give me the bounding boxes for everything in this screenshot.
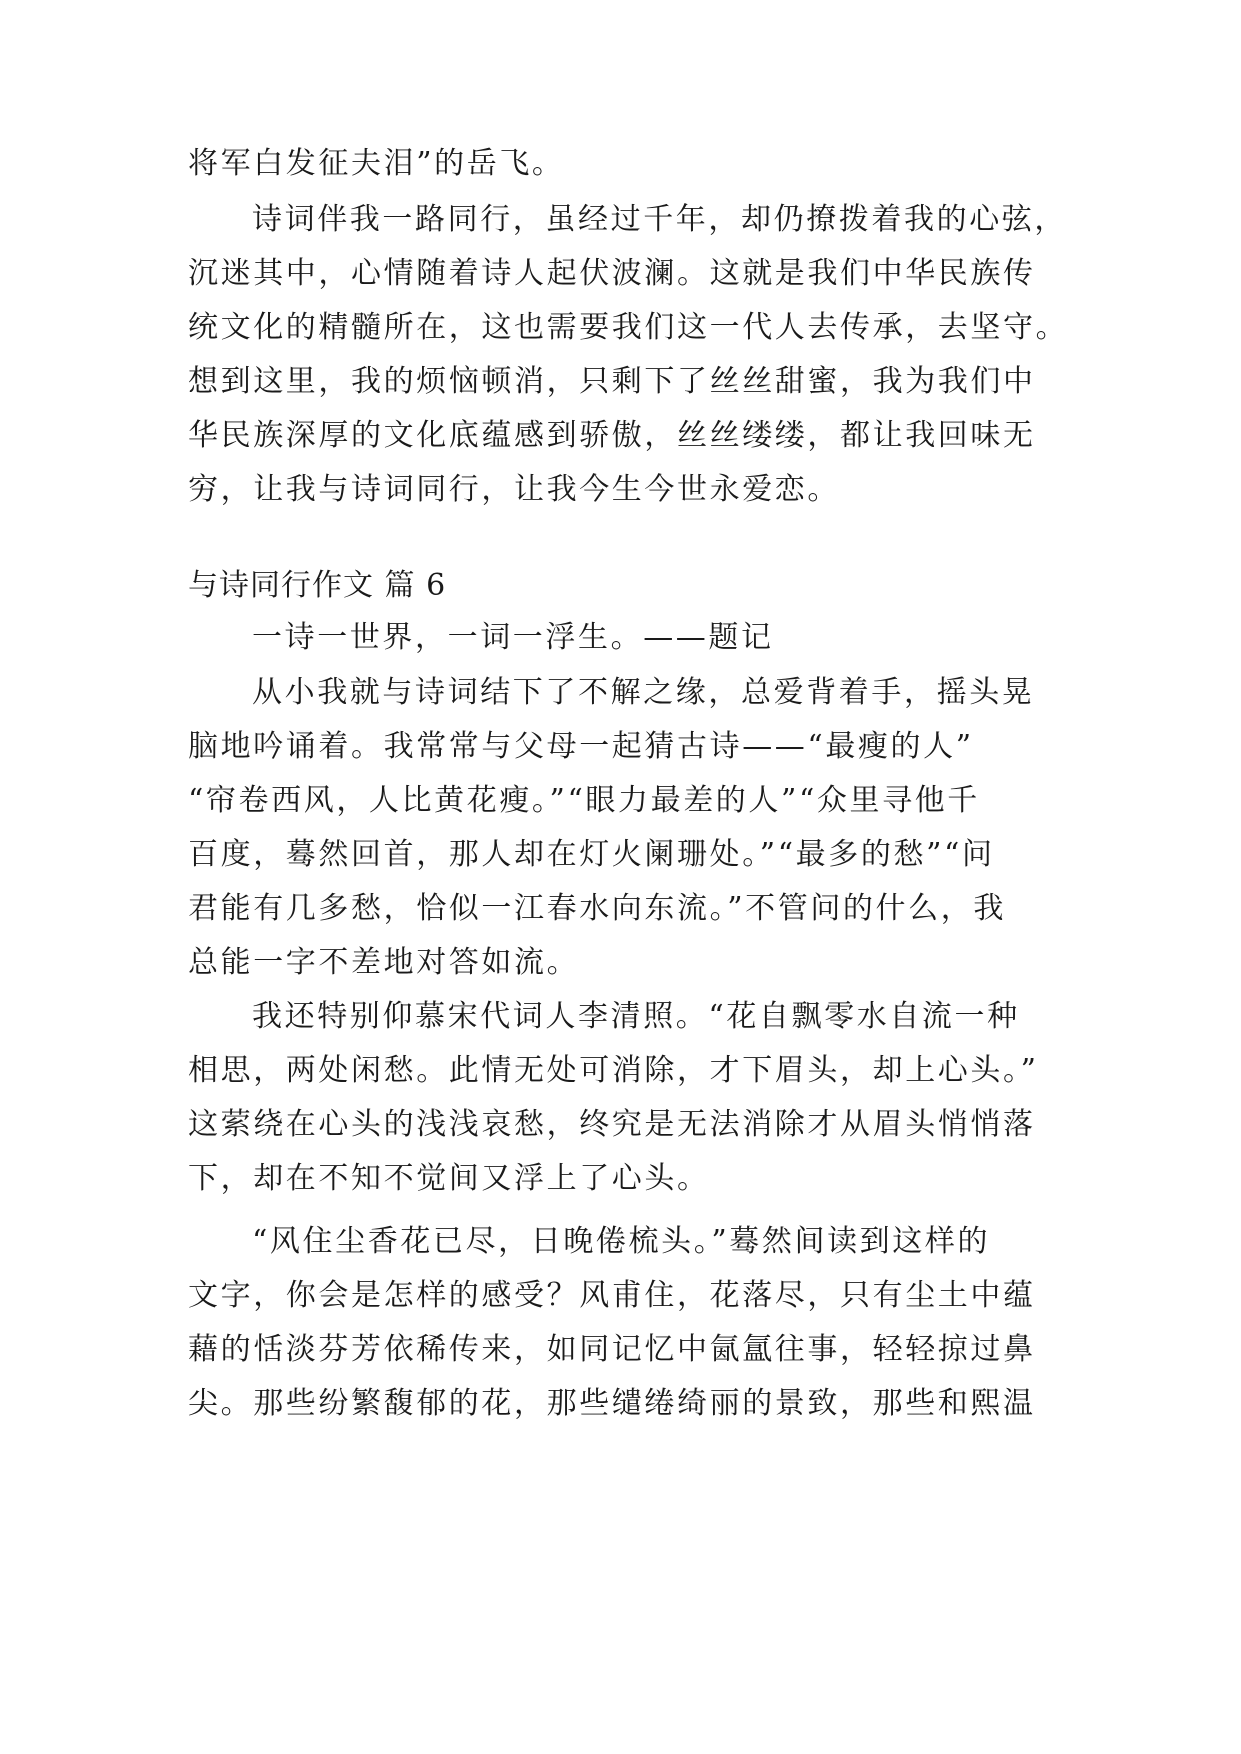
paragraph-line: 这萦绕在心头的浅浅哀愁，终究是无法消除才从眉头悄悄落	[188, 1107, 1036, 1142]
paragraph-line: “帘卷西风，人比黄花瘦。”“眼力最差的人”“众里寻他千	[188, 783, 980, 818]
paragraph-line: 脑地吟诵着。我常常与父母一起猜古诗——“最瘦的人”	[188, 729, 974, 764]
section-heading: 与诗同行作文 篇 6	[188, 568, 447, 603]
epigraph-line: 一诗一世界，一词一浮生。——题记	[252, 620, 774, 655]
paragraph-line: 总能一字不差地对答如流。	[188, 945, 580, 980]
paragraph-line: 将军白发征夫泪”的岳飞。	[188, 146, 565, 181]
paragraph-line: 沉迷其中，心情随着诗人起伏波澜。这就是我们中华民族传	[188, 256, 1036, 291]
paragraph-line: 华民族深厚的文化底蕴感到骄傲，丝丝缕缕，都让我回味无	[188, 418, 1036, 453]
paragraph-line: 统文化的精髓所在，这也需要我们这一代人去传承，去坚守。	[188, 310, 1069, 345]
paragraph-line: 从小我就与诗词结下了不解之缘，总爱背着手，摇头晃	[252, 675, 1035, 710]
paragraph-line: 百度，蓦然回首，那人却在灯火阑珊处。”“最多的愁”“问	[188, 837, 995, 872]
paragraph-line: “风住尘香花已尽，日晚倦梳头。”蓦然间读到这样的	[252, 1224, 991, 1259]
paragraph-line: 尖。那些纷繁馥郁的花，那些缱绻绮丽的景致，那些和熙温	[188, 1386, 1036, 1421]
paragraph-line: 相思，两处闲愁。此情无处可消除，才下眉头，却上心头。”	[188, 1053, 1039, 1088]
paragraph-line: 君能有几多愁，恰似一江春水向东流。”不管问的什么，我	[188, 891, 1006, 926]
paragraph-line: 诗词伴我一路同行，虽经过千年，却仍撩拨着我的心弦，	[252, 202, 1067, 237]
paragraph-line: 藉的恬淡芬芳依稀传来，如同记忆中氤氲往事，轻轻掠过鼻	[188, 1332, 1036, 1367]
paragraph-line: 想到这里，我的烦恼顿消，只剩下了丝丝甜蜜，我为我们中	[188, 364, 1036, 399]
paragraph-line: 穷，让我与诗词同行，让我今生今世永爱恋。	[188, 472, 840, 507]
paragraph-line: 下，却在不知不觉间又浮上了心头。	[188, 1161, 710, 1196]
paragraph-line: 我还特别仰慕宋代词人李清照。“花自飘零水自流一种	[252, 999, 1020, 1034]
paragraph-line: 文字，你会是怎样的感受？风甫住，花落尽，只有尘土中蕴	[188, 1278, 1036, 1313]
